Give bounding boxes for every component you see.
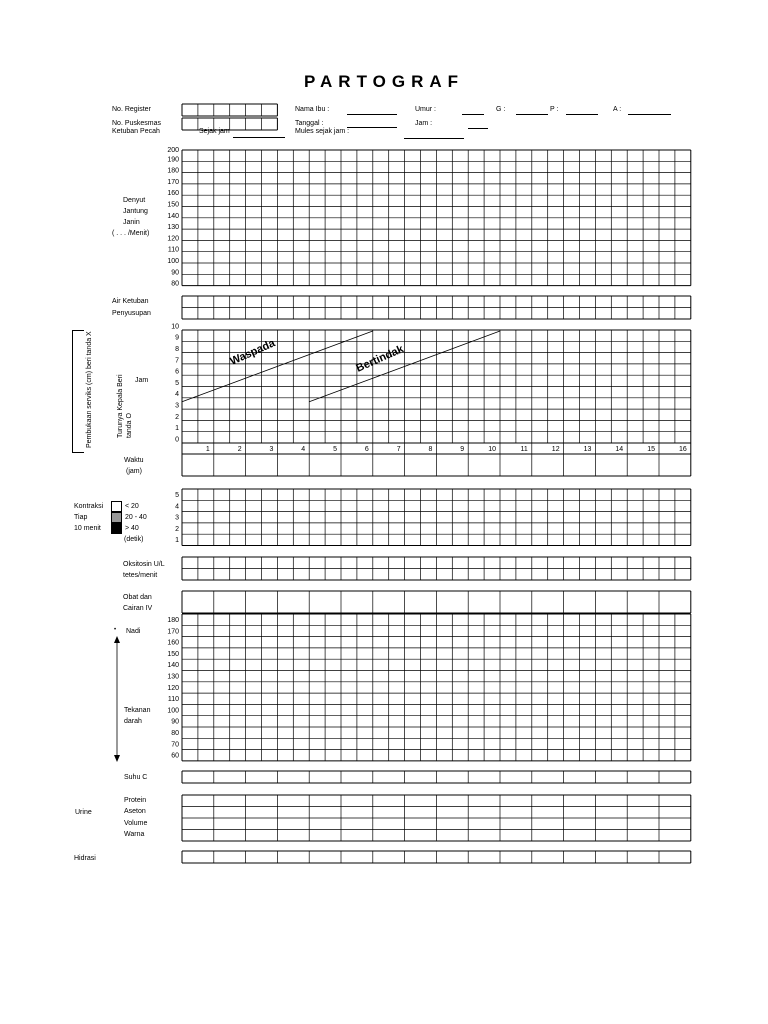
nadi-scale-tick: 120: [167, 684, 179, 692]
djj-label-2: Jantung: [123, 208, 148, 215]
cervix-scale-tick: 3: [175, 402, 179, 410]
legend-20-40: 20 - 40: [125, 514, 147, 521]
no-puskesmas-label: No. Puskesmas: [112, 120, 162, 127]
page-title: PARTOGRAF: [303, 72, 465, 91]
protein-label: Protein: [124, 797, 147, 804]
hour-label: 3: [269, 446, 274, 453]
hour-label: 13: [583, 446, 592, 453]
cervix-scale-tick: 8: [175, 345, 179, 353]
djj-scale-tick: 120: [167, 235, 179, 243]
nadi-scale-tick: 90: [171, 718, 179, 726]
hour-label: 11: [520, 446, 528, 453]
hour-label: 6: [364, 446, 369, 453]
kontraksi-scale-tick: 1: [175, 537, 179, 545]
detik-label: (detik): [124, 536, 144, 543]
legend-gt40: > 40: [125, 525, 139, 532]
hour-label: 5: [333, 446, 337, 453]
sejak-jam-label: Sejak jam: [199, 128, 230, 135]
djj-scale-tick: 100: [167, 258, 179, 265]
pembukaan-serviks-label: Pembukaan serviks (cm) beri tanda X: [86, 331, 93, 448]
obat-label: Obat dan: [123, 594, 152, 601]
air-ketuban-label: Air Ketuban: [112, 298, 149, 305]
legend-lt20: < 20: [125, 503, 139, 510]
cairan-label: Cairan IV: [123, 605, 153, 612]
cervix-scale-tick: 2: [175, 413, 179, 421]
cervix-scale-tick: 7: [175, 357, 179, 365]
hidrasi-label: Hidrasi: [74, 855, 96, 862]
no-puskesmas-boxes: [182, 118, 277, 130]
nadi-scale-tick: 80: [171, 730, 179, 737]
no-register-boxes: [182, 104, 277, 116]
djj-scale-tick: 200: [167, 147, 179, 154]
nadi-scale-tick: 150: [167, 650, 179, 658]
hidrasi-grid: [182, 851, 691, 863]
ketuban-pecah-label: Ketuban Pecah: [112, 128, 160, 135]
cervix-scale-tick: 10: [171, 323, 179, 331]
hour-label: 12: [551, 446, 560, 453]
hour-label: 10: [488, 446, 496, 453]
hour-label: 2: [237, 446, 242, 453]
hour-label: 1: [205, 446, 210, 453]
waktu-row: [182, 454, 691, 476]
hour-label: 4: [301, 446, 306, 453]
djj-scale-tick: 130: [167, 224, 179, 232]
nadi-grid: [182, 614, 691, 761]
cervix-scale-tick: 4: [175, 391, 179, 399]
nadi-scale-tick: 100: [167, 707, 179, 715]
suhu-grid: [182, 771, 691, 783]
djj-scale-tick: 80: [171, 280, 179, 288]
kontraksi-scale-tick: 5: [175, 492, 179, 499]
suhu-label: Suhu C: [124, 774, 148, 781]
nadi-scale-tick: 180: [167, 617, 179, 624]
tanggal-label: Tanggal :: [295, 120, 324, 127]
turunnya-kepala-label: Turunya Kepala Beri tanda O: [117, 374, 133, 438]
djj-scale-tick: 90: [171, 269, 179, 277]
volume-label: Volume: [124, 820, 148, 827]
bertindak-label: Bertindak: [354, 343, 406, 375]
cervix-scale-tick: 1: [175, 425, 179, 433]
nadi-label: Nadi: [126, 628, 141, 635]
nadi-scale-tick: 60: [171, 752, 179, 760]
oksitosin-grid: [182, 557, 691, 580]
obat-grid: [182, 591, 691, 613]
nadi-scale-tick: 170: [167, 628, 179, 636]
kontraksi-label-2: Tiap: [74, 514, 88, 521]
djj-scale-tick: 150: [167, 201, 179, 209]
nadi-scale-tick: 160: [167, 639, 179, 647]
hour-label: 15: [647, 446, 655, 453]
djj-label-1: Denyut: [123, 197, 146, 204]
tekanan-label: Tekanan: [124, 707, 151, 714]
hour-label: 16: [679, 446, 687, 453]
cervix-scale-tick: 6: [175, 368, 179, 376]
tetes-label: tetes/menit: [123, 572, 158, 579]
djj-grid: [182, 150, 691, 286]
penyusupan-label: Penyusupan: [112, 310, 151, 317]
djj-scale-tick: 140: [167, 212, 179, 220]
jam-label: Jam :: [415, 120, 433, 127]
arrow-down-icon: [114, 755, 120, 762]
waktu-label: Waktu: [124, 457, 144, 464]
nadi-scale-tick: 140: [167, 662, 179, 670]
hour-label: 14: [615, 446, 624, 453]
kontraksi-scale-tick: 3: [175, 514, 179, 522]
kontraksi-grid: [182, 489, 691, 546]
nadi-scale-tick: 110: [167, 696, 179, 704]
nama-ibu-label: Nama Ibu :: [295, 106, 330, 113]
a-label: A :: [613, 106, 622, 113]
djj-scale-tick: 160: [167, 190, 179, 198]
cervix-scale-tick: 5: [175, 379, 179, 387]
jam-unit-label: (jam): [126, 468, 142, 475]
waspada-label: Waspada: [228, 337, 277, 368]
g-label: G :: [496, 106, 506, 113]
hour-label: 8: [428, 446, 433, 453]
kontraksi-label-3: 10 menit: [74, 525, 101, 532]
nadi-dot-icon: •: [114, 627, 117, 633]
djj-scale-tick: 110: [167, 246, 179, 254]
umur-label: Umur :: [415, 106, 436, 113]
kontraksi-label-1: Kontraksi: [74, 503, 104, 510]
no-register-label: No. Register: [112, 106, 151, 113]
urine-grid: [182, 795, 691, 841]
hour-label: 7: [396, 446, 401, 453]
djj-scale-tick: 180: [167, 167, 179, 175]
djj-label-4: ( . . . /Menit): [112, 230, 150, 237]
cervix-scale-tick: 0: [175, 436, 179, 444]
urine-label: Urine: [75, 809, 92, 816]
jam-side-label: Jam: [135, 377, 149, 384]
hour-label: 9: [460, 446, 465, 453]
warna-label: Warna: [124, 831, 145, 838]
kontraksi-scale-tick: 4: [175, 503, 179, 511]
nadi-scale-tick: 70: [171, 741, 179, 749]
djj-scale-tick: 190: [167, 156, 179, 164]
air-ketuban-grid: [182, 296, 691, 319]
oksitosin-label: Oksitosin U/L: [123, 561, 165, 568]
mules-sejak-jam-label: Mules sejak jam :: [295, 128, 350, 135]
darah-label: darah: [124, 718, 142, 725]
p-label: P :: [550, 106, 559, 113]
djj-label-3: Janin: [123, 219, 140, 226]
aseton-label: Aseton: [124, 808, 146, 815]
cervix-scale-tick: 9: [175, 334, 179, 342]
arrow-up-icon: [114, 636, 120, 643]
nadi-scale-tick: 130: [167, 673, 179, 681]
kontraksi-scale-tick: 2: [175, 525, 179, 533]
djj-scale-tick: 170: [167, 178, 179, 186]
